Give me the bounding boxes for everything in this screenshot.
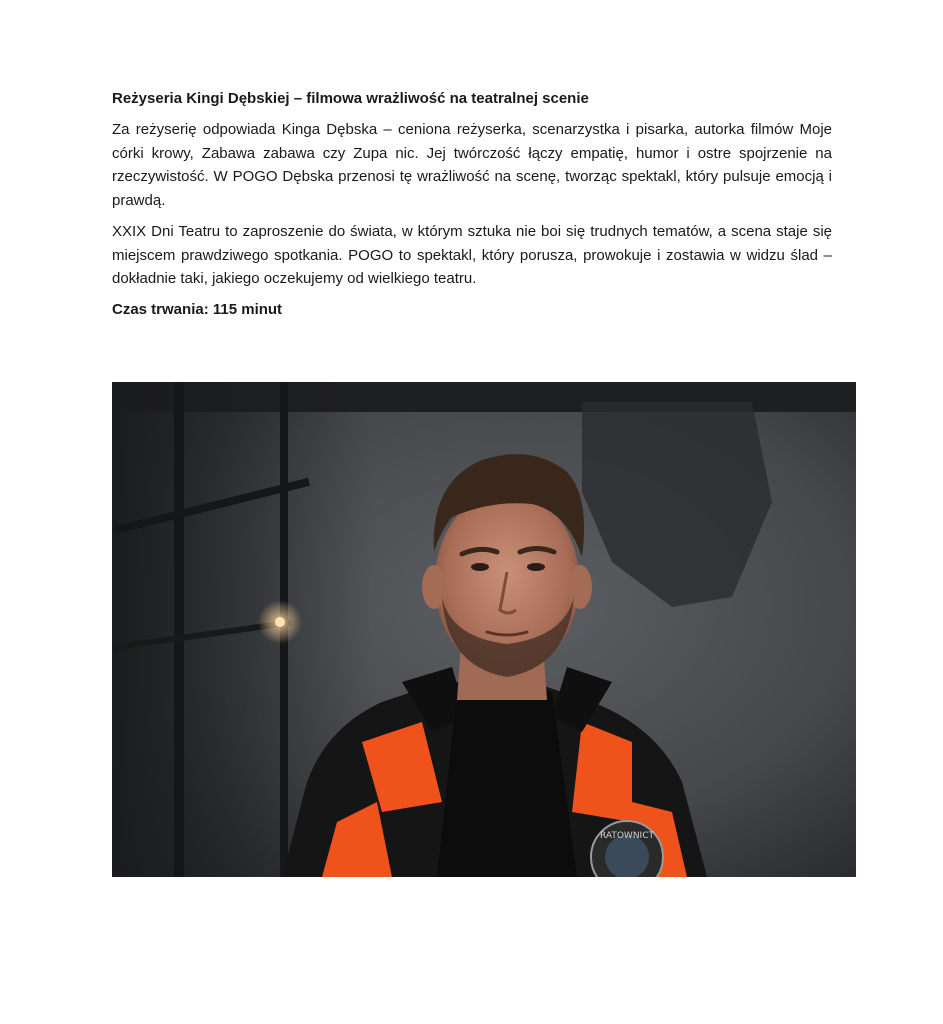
duration-line: Czas trwania: 115 minut	[112, 300, 283, 318]
paragraph-festival: XXIX Dni Teatru to zaproszenie do świata, w którym sztuka nie boi się trudnych tematów, a scena staje się miejscem prawdziwego spotkania. POGO to spektakl, który porusza, prowokuje i zostawia w widzu ślad – dokładnie taki, jakiego oczekujemy od wielkiego teatru.	[112, 223, 832, 287]
badge-text: RATOWNICT	[600, 831, 654, 841]
stage-lamp-bulb	[275, 617, 285, 627]
ear-left	[422, 565, 446, 609]
ear-right	[568, 565, 592, 609]
actor-photo	[112, 382, 856, 877]
paragraph-director: Za reżyserię odpowiada Kinga Dębska – ceniona reżyserka, scenarzystka i pisarka, autorka filmów Moje córki krowy, Zabawa zabawa czy Zupa nic. Jej twórczość łączy empatię, humor i ostre spojrzenie na rzeczywistość. W POGO Dębska przenosi tę wrażliwość na scenę, tworząc spektakl, który pulsuje emocją i prawdą.	[112, 121, 832, 209]
eye-left	[471, 563, 489, 571]
eye-right	[527, 563, 545, 571]
actor-photo-illustration	[112, 382, 856, 877]
article-text	[112, 88, 832, 321]
section-heading: Reżyseria Kingi Dębskiej – filmowa wrażliwość na teatralnej scenie	[112, 90, 589, 107]
scaffold-pole-1	[174, 382, 184, 877]
